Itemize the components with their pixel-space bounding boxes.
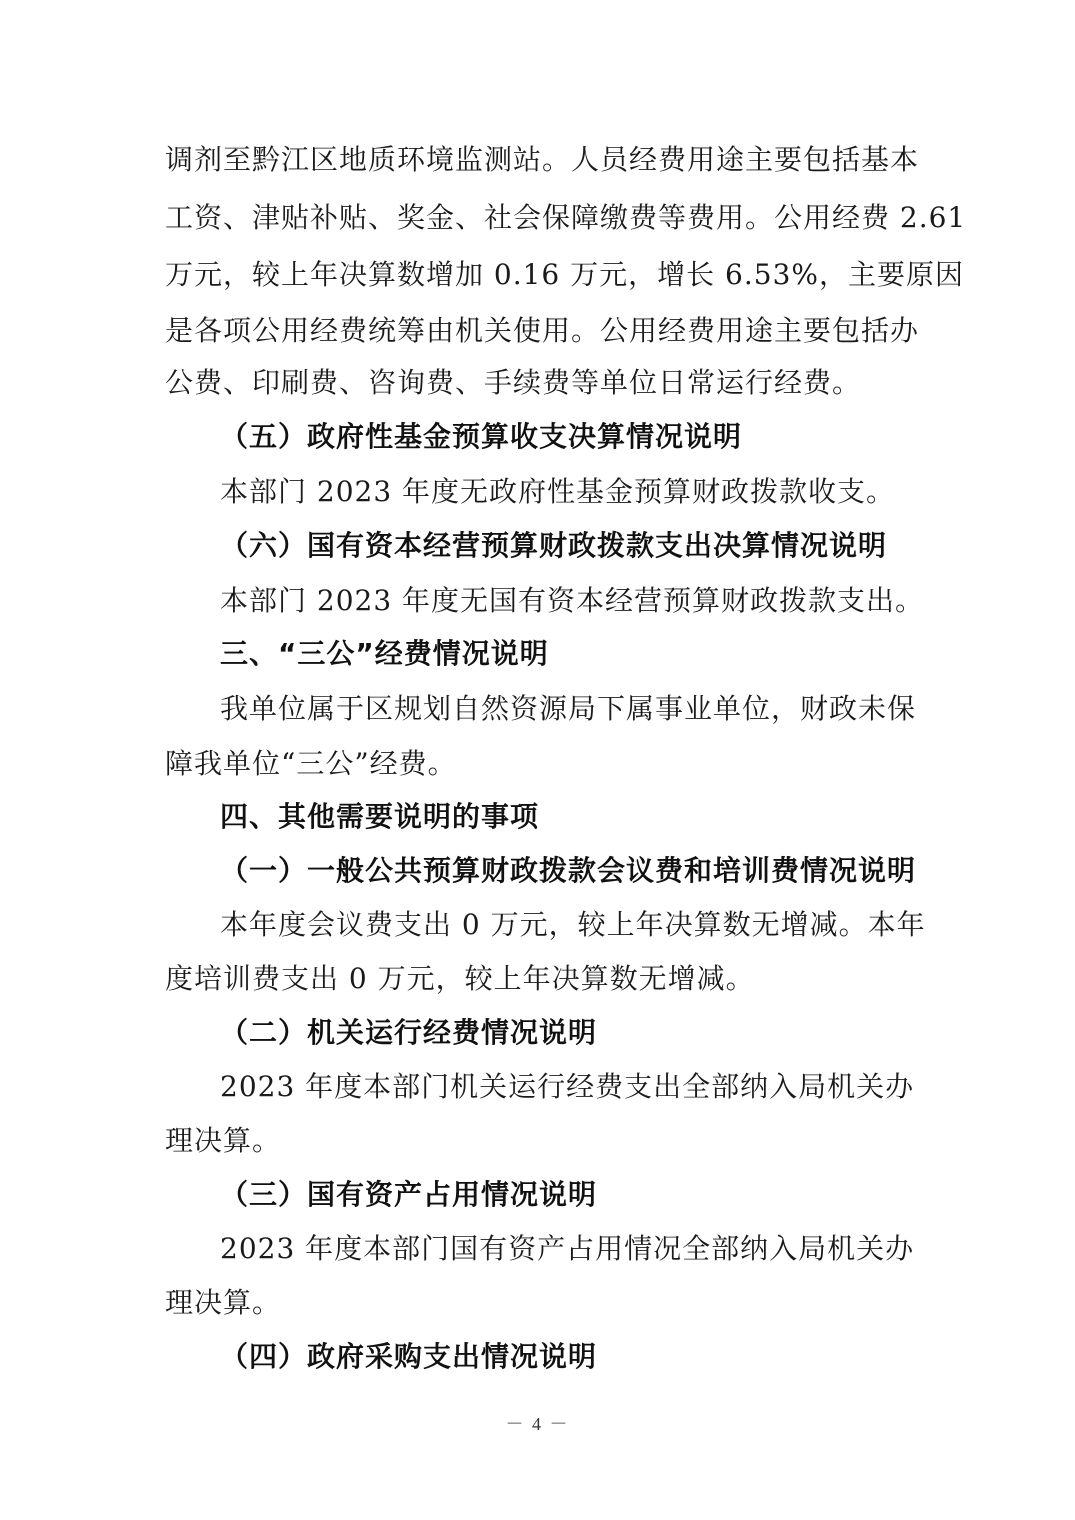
- subsection-heading-4-3: （三）国有资产占用情况说明: [220, 1178, 598, 1211]
- paragraph-line: 2023 年度本部门国有资产占用情况全部纳入局机关办: [220, 1232, 915, 1265]
- paragraph-line: 公费、印刷费、咨询费、手续费等单位日常运行经费。: [165, 366, 862, 399]
- subsection-heading-4-1: （一）一般公共预算财政拨款会议费和培训费情况说明: [220, 854, 917, 887]
- paragraph-line: 本部门 2023 年度无国有资本经营预算财政拨款支出。: [220, 584, 925, 617]
- subsection-heading-4-2: （二）机关运行经费情况说明: [220, 1016, 598, 1049]
- paragraph-line: 障我单位“三公”经费。: [165, 747, 457, 780]
- section-heading-three: 三、“三公”经费情况说明: [220, 637, 549, 670]
- paragraph-line: 是各项公用经费统筹由机关使用。公用经费用途主要包括办: [165, 314, 920, 347]
- paragraph-line: 本年度会议费支出 0 万元，较上年决算数无增减。本年: [220, 908, 926, 941]
- paragraph-line: 理决算。: [165, 1286, 282, 1319]
- paragraph-line: 调剂至黔江区地质环境监测站。人员经费用途主要包括基本: [165, 143, 920, 176]
- paragraph-line: 度培训费支出 0 万元，较上年决算数无增减。: [165, 962, 755, 995]
- paragraph-line: 理决算。: [165, 1124, 282, 1157]
- paragraph-line: 2023 年度本部门机关运行经费支出全部纳入局机关办: [220, 1070, 915, 1103]
- paragraph-line: 工资、津贴补贴、奖金、社会保障缴费等费用。公用经费 2.61: [165, 201, 967, 234]
- section-heading-6: （六）国有资本经营预算财政拨款支出决算情况说明: [220, 529, 888, 562]
- section-heading-four: 四、其他需要说明的事项: [220, 800, 540, 833]
- section-heading-5: （五）政府性基金预算收支决算情况说明: [220, 420, 743, 453]
- subsection-heading-4-4: （四）政府采购支出情况说明: [220, 1340, 598, 1373]
- paragraph-line: 我单位属于区规划自然资源局下属事业单位，财政未保: [220, 692, 917, 725]
- page-number: － 4 －: [505, 1414, 570, 1434]
- paragraph-line: 万元，较上年决算数增加 0.16 万元，增长 6.53%，主要原因: [165, 258, 964, 291]
- paragraph-line: 本部门 2023 年度无政府性基金预算财政拨款收支。: [220, 475, 896, 508]
